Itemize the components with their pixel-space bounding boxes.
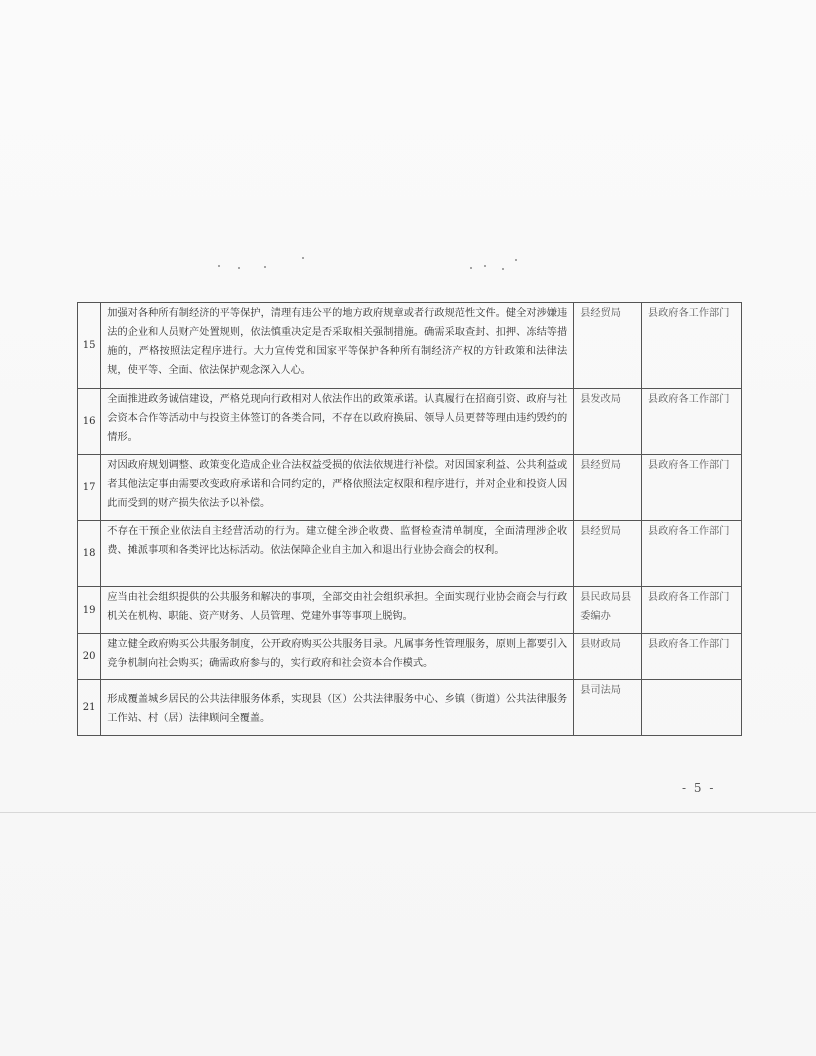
table-row — [78, 303, 742, 389]
row-number: 18 — [78, 521, 101, 587]
scan-speck — [238, 267, 240, 269]
row-content: 全面推进政务诚信建设，严格兑现向行政相对人依法作出的政策承诺。认真履行在招商引资、政府与社会资本合作等活动中与投资主体签订的各类合同，不存在以政府换届、领导人员更替等理由违约毁约的情形。 — [101, 389, 574, 455]
table-row — [78, 587, 742, 634]
row-number: 19 — [78, 587, 101, 634]
row-coop-units — [641, 680, 741, 736]
table-row — [78, 521, 742, 587]
row-content: 建立健全政府购买公共服务制度，公开政府购买公共服务目录。凡属事务性管理服务，原则上都要引入竞争机制向社会购买；确需政府参与的，实行政府和社会资本合作模式。 — [101, 634, 574, 680]
scan-speck — [218, 265, 220, 267]
row-coop-units: 县政府各工作部门 — [641, 521, 741, 587]
scan-speck — [515, 259, 517, 261]
scan-edge-line — [0, 812, 816, 813]
row-number: 20 — [78, 634, 101, 680]
table-row — [78, 455, 742, 521]
row-coop-units: 县政府各工作部门 — [641, 455, 741, 521]
scan-specks — [210, 253, 540, 277]
scan-speck — [484, 265, 486, 267]
row-content: 应当由社会组织提供的公共服务和解决的事项，全部交由社会组织承担。全面实现行业协会商会与行政机关在机构、职能、资产财务、人员管理、党建外事等事项上脱钩。 — [101, 587, 574, 634]
measures-table — [77, 302, 742, 736]
row-number: 15 — [78, 303, 101, 389]
row-lead-unit: 县民政局县委编办 — [574, 587, 642, 634]
row-content: 对因政府规划调整、政策变化造成企业合法权益受损的依法依规进行补偿。对因国家利益、公共利益或者其他法定事由需要改变政府承诺和合同约定的，严格依照法定权限和程序进行，并对企业和投资人因此而受到的财产损失依法予以补偿。 — [101, 455, 574, 521]
scan-speck — [502, 268, 504, 270]
table-row — [78, 634, 742, 680]
row-number: 21 — [78, 680, 101, 736]
row-lead-unit: 县经贸局 — [574, 455, 642, 521]
row-content: 加强对各种所有制经济的平等保护，清理有违公平的地方政府规章或者行政规范性文件。健全对涉嫌违法的企业和人员财产处置规则，依法慎重决定是否采取相关强制措施。确需采取查封、扣押、冻结等措施的，严格按照法定程序进行。大力宣传党和国家平等保护各种所有制经济产权的方针政策和法律法规，使平等、全面、依法保护观念深入人心。 — [101, 303, 574, 389]
table-row — [78, 680, 742, 736]
row-lead-unit: 县经贸局 — [574, 303, 642, 389]
row-content: 不存在干预企业依法自主经营活动的行为。建立健全涉企收费、监督检查清单制度，全面清理涉企收费、摊派事项和各类评比达标活动。依法保障企业自主加入和退出行业协会商会的权利。 — [101, 521, 574, 587]
page-number: - 5 - — [682, 781, 716, 795]
row-coop-units: 县政府各工作部门 — [641, 634, 741, 680]
row-lead-unit: 县发改局 — [574, 389, 642, 455]
row-coop-units: 县政府各工作部门 — [641, 389, 741, 455]
row-lead-unit: 县财政局 — [574, 634, 642, 680]
scan-speck — [470, 267, 472, 269]
scan-speck — [302, 257, 304, 259]
scan-speck — [264, 266, 266, 268]
table-row — [78, 389, 742, 455]
row-lead-unit: 县经贸局 — [574, 521, 642, 587]
row-lead-unit: 县司法局 — [574, 680, 642, 736]
row-coop-units: 县政府各工作部门 — [641, 303, 741, 389]
row-coop-units: 县政府各工作部门 — [641, 587, 741, 634]
row-number: 17 — [78, 455, 101, 521]
row-number: 16 — [78, 389, 101, 455]
row-content: 形成覆盖城乡居民的公共法律服务体系，实现县（区）公共法律服务中心、乡镇（街道）公共法律服务工作站、村（居）法律顾问全覆盖。 — [101, 680, 574, 736]
